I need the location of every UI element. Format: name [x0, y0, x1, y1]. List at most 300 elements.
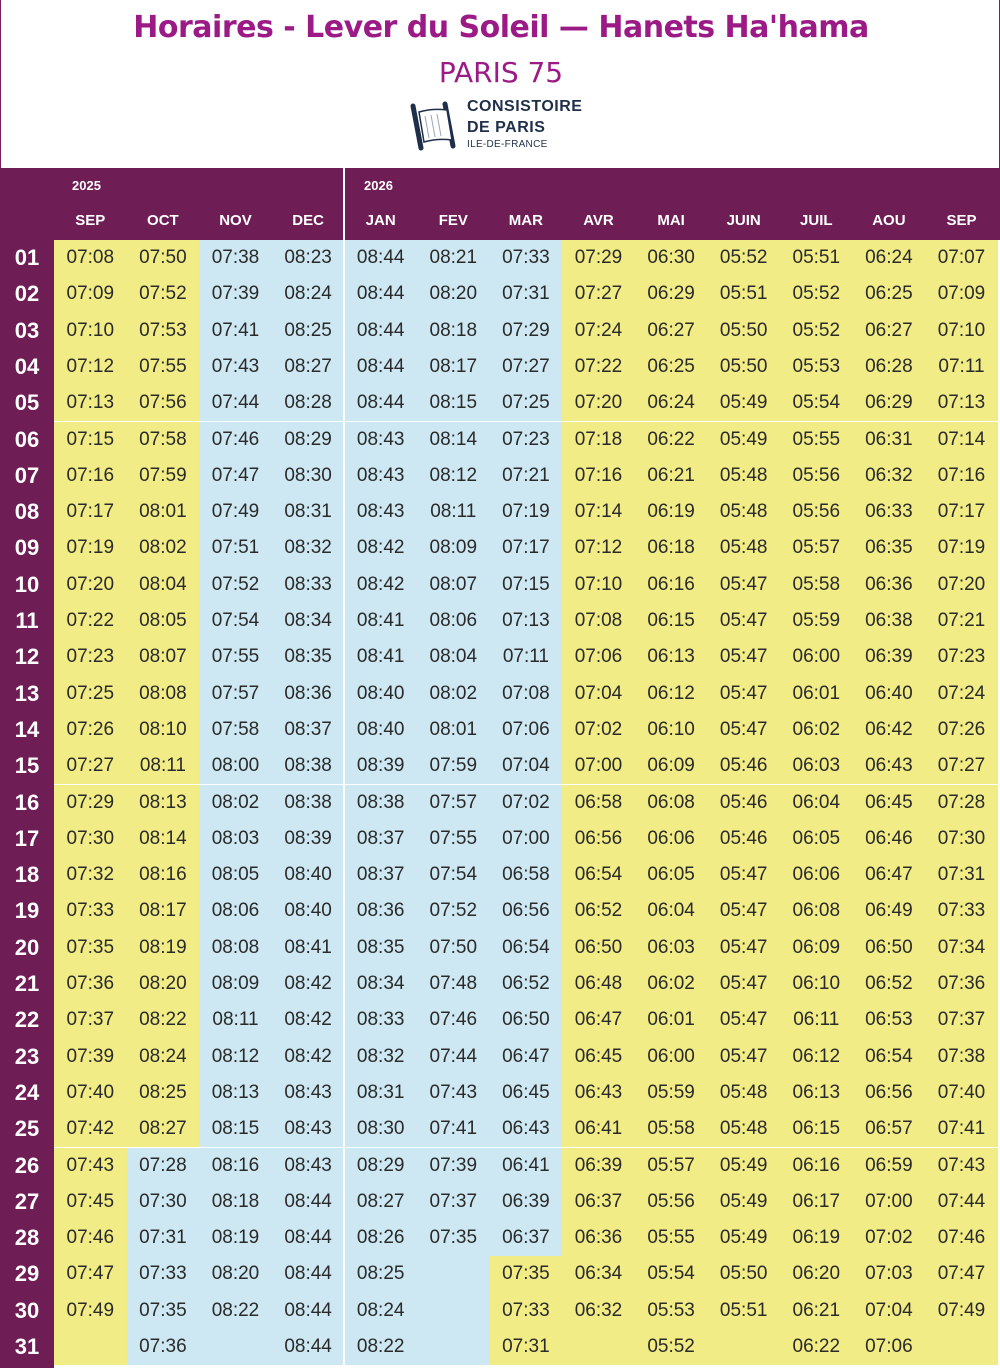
day-label: 01 [14, 245, 40, 270]
time-cell: 05:48 [707, 458, 780, 494]
time-cell: 06:43 [490, 1111, 563, 1147]
time-cell: 07:43 [925, 1148, 998, 1184]
time-cell: 05:53 [780, 349, 853, 385]
time-cell: 08:01 [127, 494, 200, 530]
time-cell: 05:48 [707, 1111, 780, 1147]
time-cell: 08:30 [344, 1111, 417, 1147]
time-cell: 08:42 [344, 530, 417, 566]
time-cell: 07:22 [54, 603, 127, 639]
time-cell: 08:24 [344, 1293, 417, 1329]
year-label-2025: 2025 [72, 178, 101, 193]
time-cell: 07:57 [199, 676, 272, 712]
time-cell: 07:18 [562, 422, 635, 458]
time-cell: 08:13 [127, 785, 200, 821]
time-cell: 06:15 [780, 1111, 853, 1147]
day-label: 14 [14, 716, 40, 742]
time-cell: 08:12 [417, 458, 490, 494]
time-cell: 06:33 [853, 494, 926, 530]
torah-scroll-icon [405, 98, 461, 154]
time-cell: 07:00 [562, 748, 635, 784]
time-cell: 07:25 [54, 676, 127, 712]
day-label: 16 [14, 789, 40, 815]
time-cell: 08:14 [417, 422, 490, 458]
time-cell: 07:33 [490, 1293, 563, 1329]
time-cell: 07:16 [925, 458, 998, 494]
time-cell: 07:52 [417, 893, 490, 929]
time-cell: 06:09 [635, 748, 708, 784]
time-cell: 06:38 [853, 603, 926, 639]
time-cell: 07:46 [199, 422, 272, 458]
time-cell: 07:08 [490, 676, 563, 712]
time-cell: 08:04 [417, 639, 490, 675]
day-label: 20 [14, 934, 40, 960]
time-cell: 08:32 [272, 530, 345, 566]
time-cell: 06:02 [780, 712, 853, 748]
time-cell: 08:15 [199, 1111, 272, 1147]
time-cell: 08:04 [127, 567, 200, 603]
time-cell: 05:50 [707, 1256, 780, 1292]
time-cell: 06:39 [490, 1184, 563, 1220]
time-cell: 06:41 [562, 1111, 635, 1147]
time-cell: 07:21 [925, 603, 998, 639]
time-cell: 08:00 [199, 748, 272, 784]
day-label: 15 [14, 753, 40, 779]
time-cell: 08:08 [127, 676, 200, 712]
time-cell: 07:02 [490, 785, 563, 821]
time-cell: 08:38 [344, 785, 417, 821]
time-cell: 06:04 [635, 893, 708, 929]
time-cell: 08:40 [344, 676, 417, 712]
time-cell: 06:19 [780, 1220, 853, 1256]
day-label: 08 [14, 499, 40, 525]
time-cell: 05:47 [707, 1002, 780, 1038]
time-cell: 06:01 [780, 676, 853, 712]
time-cell: 05:49 [707, 422, 780, 458]
time-cell: 06:00 [635, 1039, 708, 1075]
time-cell: 06:06 [635, 821, 708, 857]
time-cell: 05:52 [780, 276, 853, 312]
time-cell: 07:07 [925, 240, 998, 276]
time-cell: 07:10 [925, 313, 998, 349]
time-cell: 07:33 [54, 893, 127, 929]
time-cell: 08:33 [272, 567, 345, 603]
time-cell: 07:38 [925, 1039, 998, 1075]
time-cell: 07:49 [925, 1293, 998, 1329]
time-cell: 07:50 [417, 930, 490, 966]
time-cell: 07:37 [925, 1002, 998, 1038]
time-cell: 05:53 [635, 1293, 708, 1329]
time-cell: 06:47 [490, 1039, 563, 1075]
time-cell: 07:06 [490, 712, 563, 748]
time-cell: 07:02 [853, 1220, 926, 1256]
day-label: 19 [14, 898, 40, 924]
time-cell: 07:22 [562, 349, 635, 385]
time-cell: 08:23 [272, 240, 345, 276]
time-cell: 07:33 [490, 240, 563, 276]
time-cell: 06:21 [635, 458, 708, 494]
time-cell: 07:24 [925, 676, 998, 712]
time-cell: 08:44 [344, 240, 417, 276]
time-cell: 07:19 [925, 530, 998, 566]
time-cell: 07:34 [925, 930, 998, 966]
time-cell: 07:58 [127, 422, 200, 458]
time-cell: 06:10 [635, 712, 708, 748]
time-cell: 06:00 [780, 639, 853, 675]
time-cell: 08:15 [417, 385, 490, 421]
time-cell: 06:52 [562, 893, 635, 929]
time-cell: 08:43 [272, 1075, 345, 1111]
time-cell: 07:21 [490, 458, 563, 494]
time-cell [925, 1329, 998, 1365]
time-cell: 08:40 [272, 857, 345, 893]
time-cell: 07:30 [54, 821, 127, 857]
time-cell: 06:52 [853, 966, 926, 1002]
time-cell: 07:35 [54, 930, 127, 966]
year-label-2026: 2026 [364, 178, 393, 193]
time-cell: 05:48 [707, 530, 780, 566]
time-cell: 07:19 [490, 494, 563, 530]
time-cell: 08:27 [272, 349, 345, 385]
time-cell: 06:25 [853, 276, 926, 312]
time-cell: 05:50 [707, 349, 780, 385]
time-cell: 07:52 [199, 567, 272, 603]
time-cell: 08:25 [272, 313, 345, 349]
time-cell: 08:05 [127, 603, 200, 639]
time-cell: 08:44 [344, 385, 417, 421]
day-label: 25 [14, 1116, 40, 1142]
time-cell: 07:59 [127, 458, 200, 494]
time-cell: 05:47 [707, 893, 780, 929]
time-cell: 08:43 [344, 422, 417, 458]
time-cell: 07:44 [417, 1039, 490, 1075]
time-cell: 06:54 [562, 857, 635, 893]
time-cell: 08:35 [344, 930, 417, 966]
time-cell: 07:14 [925, 422, 998, 458]
time-cell: 06:56 [562, 821, 635, 857]
time-cell [562, 1329, 635, 1365]
year-divider [343, 168, 345, 1368]
time-cell: 05:54 [635, 1256, 708, 1292]
time-cell: 07:20 [562, 385, 635, 421]
time-cell: 08:29 [344, 1148, 417, 1184]
time-cell: 06:53 [853, 1002, 926, 1038]
time-cell: 06:29 [853, 385, 926, 421]
time-cell: 07:35 [490, 1256, 563, 1292]
time-cell: 08:20 [199, 1256, 272, 1292]
time-cell: 08:41 [272, 930, 345, 966]
time-cell: 07:58 [199, 712, 272, 748]
time-cell: 08:21 [417, 240, 490, 276]
day-label: 23 [14, 1043, 40, 1069]
time-cell: 08:31 [272, 494, 345, 530]
time-cell: 08:28 [272, 385, 345, 421]
time-cell: 08:42 [344, 567, 417, 603]
time-cell: 07:43 [199, 349, 272, 385]
time-cell: 05:55 [635, 1220, 708, 1256]
time-cell: 06:36 [853, 567, 926, 603]
time-cell: 05:58 [635, 1111, 708, 1147]
time-cell: 05:54 [780, 385, 853, 421]
time-cell: 08:12 [199, 1039, 272, 1075]
time-cell: 07:02 [562, 712, 635, 748]
time-cell: 05:59 [635, 1075, 708, 1111]
time-cell: 07:53 [127, 313, 200, 349]
time-cell: 07:12 [562, 530, 635, 566]
time-cell: 07:13 [490, 603, 563, 639]
time-cell: 08:37 [344, 857, 417, 893]
time-cell: 07:33 [925, 893, 998, 929]
time-cell: 08:44 [272, 1329, 345, 1365]
time-cell: 08:43 [272, 1111, 345, 1147]
time-cell: 05:52 [707, 240, 780, 276]
time-cell: 06:36 [562, 1220, 635, 1256]
time-cell: 05:46 [707, 748, 780, 784]
time-cell: 06:08 [780, 893, 853, 929]
time-cell: 06:16 [635, 567, 708, 603]
time-cell: 06:50 [853, 930, 926, 966]
time-cell: 06:39 [853, 639, 926, 675]
time-cell: 06:50 [562, 930, 635, 966]
time-cell: 07:11 [925, 349, 998, 385]
header [0, 0, 1000, 168]
time-cell: 05:56 [635, 1184, 708, 1220]
time-cell: 07:41 [199, 313, 272, 349]
time-cell: 06:24 [853, 240, 926, 276]
month-header: JUIL [800, 212, 833, 229]
time-cell: 08:17 [127, 893, 200, 929]
time-cell: 07:10 [54, 313, 127, 349]
time-cell [417, 1329, 490, 1365]
time-cell: 07:12 [54, 349, 127, 385]
time-cell: 07:00 [853, 1184, 926, 1220]
time-cell: 05:46 [707, 785, 780, 821]
time-cell: 06:35 [853, 530, 926, 566]
month-header: DEC [292, 212, 324, 229]
time-cell: 08:44 [272, 1293, 345, 1329]
time-cell: 08:07 [127, 639, 200, 675]
time-cell: 08:44 [272, 1256, 345, 1292]
time-cell: 05:59 [780, 603, 853, 639]
day-label: 29 [14, 1261, 40, 1287]
logo-line-2: DE PARIS [467, 119, 546, 136]
time-cell: 06:58 [490, 857, 563, 893]
time-cell: 06:20 [780, 1256, 853, 1292]
time-cell: 08:14 [127, 821, 200, 857]
time-cell: 07:28 [925, 785, 998, 821]
time-cell: 07:26 [925, 712, 998, 748]
time-cell: 05:58 [780, 567, 853, 603]
time-cell: 06:29 [635, 276, 708, 312]
time-cell: 06:15 [635, 603, 708, 639]
time-cell: 06:01 [635, 1002, 708, 1038]
time-cell: 06:06 [780, 857, 853, 893]
time-cell: 06:46 [853, 821, 926, 857]
time-cell: 08:42 [272, 1039, 345, 1075]
time-cell: 06:27 [853, 313, 926, 349]
time-cell: 07:29 [490, 313, 563, 349]
time-cell: 05:57 [780, 530, 853, 566]
time-cell: 07:23 [54, 639, 127, 675]
time-cell [417, 1293, 490, 1329]
time-cell: 08:44 [344, 349, 417, 385]
time-cell: 08:18 [417, 313, 490, 349]
time-cell: 07:30 [925, 821, 998, 857]
time-cell: 07:27 [562, 276, 635, 312]
time-cell: 06:45 [562, 1039, 635, 1075]
time-cell: 07:56 [127, 385, 200, 421]
time-cell: 05:56 [780, 494, 853, 530]
time-cell: 07:04 [490, 748, 563, 784]
time-cell: 06:05 [780, 821, 853, 857]
time-cell: 06:10 [780, 966, 853, 1002]
time-cell: 05:51 [707, 1293, 780, 1329]
time-cell: 07:37 [417, 1184, 490, 1220]
time-cell: 06:32 [562, 1293, 635, 1329]
time-cell: 07:36 [127, 1329, 200, 1365]
time-cell: 08:36 [272, 676, 345, 712]
time-cell: 07:23 [490, 422, 563, 458]
time-cell: 07:39 [54, 1039, 127, 1075]
time-cell: 08:36 [344, 893, 417, 929]
time-cell: 08:18 [199, 1184, 272, 1220]
time-cell: 07:42 [54, 1111, 127, 1147]
time-cell: 06:04 [780, 785, 853, 821]
time-cell: 08:42 [272, 1002, 345, 1038]
time-cell: 07:37 [54, 1002, 127, 1038]
time-cell: 07:59 [417, 748, 490, 784]
time-cell: 06:27 [635, 313, 708, 349]
time-cell: 07:08 [54, 240, 127, 276]
time-cell: 08:33 [344, 1002, 417, 1038]
time-cell: 08:39 [344, 748, 417, 784]
time-cell: 07:44 [199, 385, 272, 421]
time-cell: 07:04 [562, 676, 635, 712]
time-cell: 08:38 [272, 748, 345, 784]
day-label: 21 [14, 971, 40, 996]
time-cell: 06:58 [562, 785, 635, 821]
day-label: 26 [14, 1152, 40, 1178]
day-label: 05 [14, 390, 40, 416]
time-cell: 08:39 [272, 821, 345, 857]
time-cell: 07:24 [562, 313, 635, 349]
time-cell: 08:42 [272, 966, 345, 1002]
time-cell: 07:03 [853, 1256, 926, 1292]
time-cell: 06:31 [853, 422, 926, 458]
time-cell: 06:22 [780, 1329, 853, 1365]
month-header: NOV [219, 212, 252, 229]
time-cell: 08:06 [199, 893, 272, 929]
time-cell: 07:55 [417, 821, 490, 857]
time-cell: 06:54 [490, 930, 563, 966]
time-cell: 07:15 [54, 422, 127, 458]
time-cell: 05:48 [707, 1075, 780, 1111]
time-cell: 07:06 [853, 1329, 926, 1365]
time-cell: 06:39 [562, 1148, 635, 1184]
time-cell: 07:31 [127, 1220, 200, 1256]
time-cell: 07:38 [199, 240, 272, 276]
time-cell: 07:17 [490, 530, 563, 566]
time-cell: 08:44 [272, 1184, 345, 1220]
time-cell: 07:28 [127, 1148, 200, 1184]
time-cell: 07:44 [925, 1184, 998, 1220]
time-cell: 07:55 [127, 349, 200, 385]
time-cell: 07:29 [562, 240, 635, 276]
time-cell: 07:17 [925, 494, 998, 530]
time-cell: 06:30 [635, 240, 708, 276]
time-cell: 05:49 [707, 1184, 780, 1220]
time-cell: 06:08 [635, 785, 708, 821]
time-cell: 05:49 [707, 1220, 780, 1256]
time-cell: 08:38 [272, 785, 345, 821]
day-label: 02 [14, 281, 40, 307]
time-cell: 06:28 [853, 349, 926, 385]
time-cell: 08:40 [344, 712, 417, 748]
time-cell: 08:02 [417, 676, 490, 712]
time-cell: 08:25 [127, 1075, 200, 1111]
time-cell: 08:11 [199, 1002, 272, 1038]
time-cell: 06:50 [490, 1002, 563, 1038]
day-label: 17 [14, 825, 40, 851]
time-cell: 06:13 [635, 639, 708, 675]
sunrise-table [0, 168, 1000, 1368]
time-cell: 05:51 [780, 240, 853, 276]
time-cell: 07:39 [199, 276, 272, 312]
time-cell: 06:03 [635, 930, 708, 966]
time-cell: 07:54 [199, 603, 272, 639]
day-label: 31 [14, 1334, 40, 1359]
time-cell: 08:22 [344, 1329, 417, 1365]
time-cell: 06:47 [562, 1002, 635, 1038]
time-cell: 07:29 [54, 785, 127, 821]
day-label: 13 [14, 680, 40, 706]
time-cell: 07:35 [417, 1220, 490, 1256]
time-cell: 06:17 [780, 1184, 853, 1220]
time-cell: 07:30 [127, 1184, 200, 1220]
month-header: SEP [75, 212, 106, 229]
time-cell: 08:06 [417, 603, 490, 639]
time-cell: 06:37 [490, 1220, 563, 1256]
time-cell: 06:03 [780, 748, 853, 784]
time-cell: 08:34 [344, 966, 417, 1002]
time-cell: 08:22 [199, 1293, 272, 1329]
time-cell: 06:16 [780, 1148, 853, 1184]
time-cell: 06:56 [490, 893, 563, 929]
time-cell: 07:41 [925, 1111, 998, 1147]
time-cell: 07:04 [853, 1293, 926, 1329]
month-header: AVR [583, 212, 614, 229]
time-cell: 06:43 [562, 1075, 635, 1111]
logo-line-1: CONSISTOIRE [467, 98, 583, 115]
day-label: 12 [14, 644, 40, 670]
time-cell: 06:52 [490, 966, 563, 1002]
day-label: 28 [14, 1225, 40, 1251]
time-cell: 06:11 [780, 1002, 853, 1038]
time-cell: 07:48 [417, 966, 490, 1002]
time-cell: 07:45 [54, 1184, 127, 1220]
time-cell: 08:19 [199, 1220, 272, 1256]
time-cell: 06:12 [780, 1039, 853, 1075]
time-cell: 08:05 [199, 857, 272, 893]
time-cell: 08:41 [344, 603, 417, 639]
time-cell: 05:52 [635, 1329, 708, 1365]
time-cell: 07:55 [199, 639, 272, 675]
time-cell: 07:23 [925, 639, 998, 675]
time-cell: 07:10 [562, 567, 635, 603]
month-header: MAI [657, 212, 685, 229]
time-cell: 05:47 [707, 639, 780, 675]
time-cell: 07:19 [54, 530, 127, 566]
time-cell: 08:24 [127, 1039, 200, 1075]
